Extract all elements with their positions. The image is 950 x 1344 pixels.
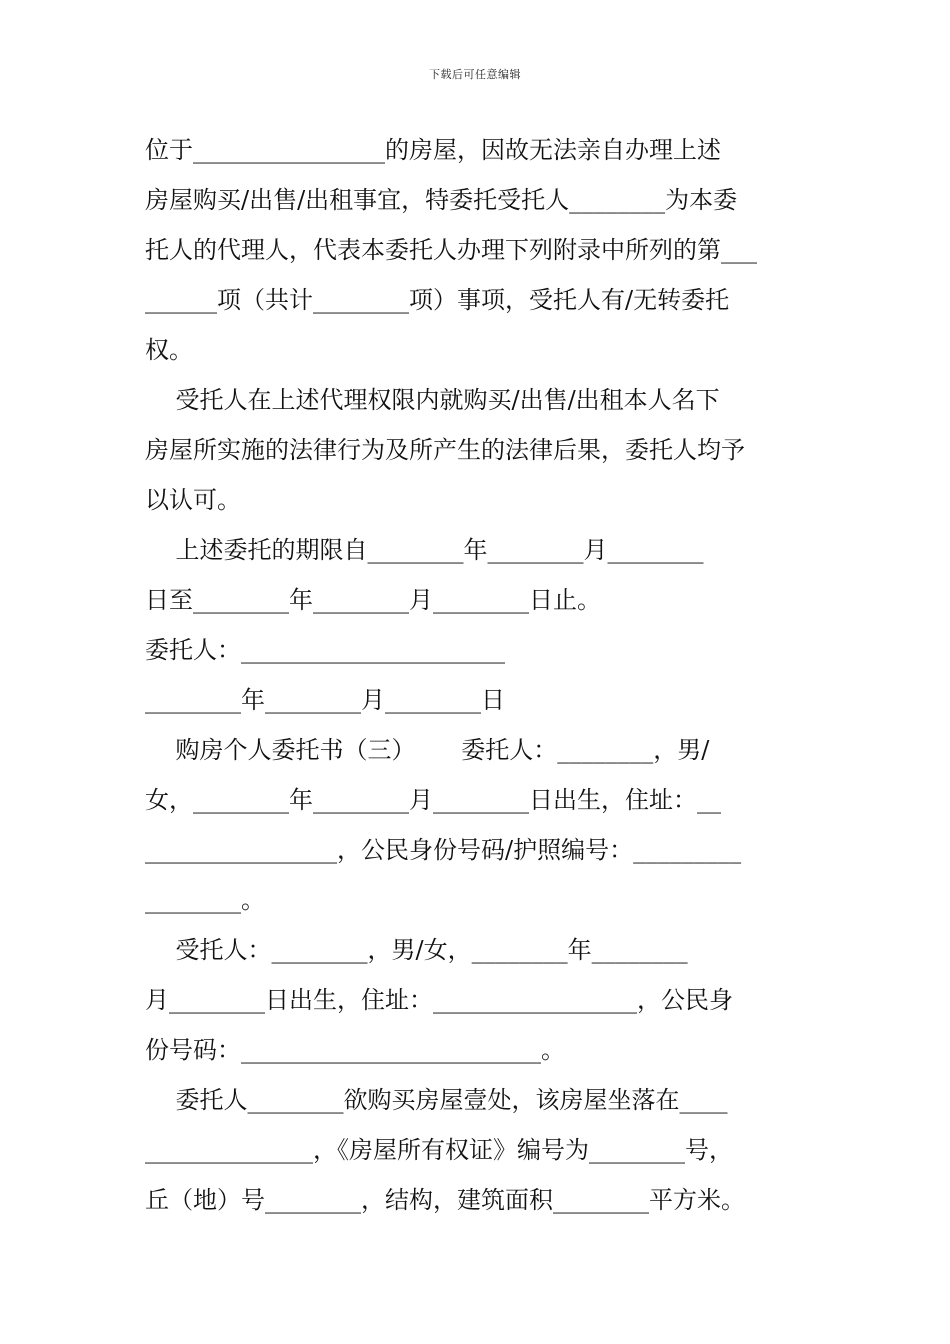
text-line: 受托人在上述代理权限内就购买/出售/出租本人名下 (145, 386, 720, 414)
page-header: 下载后可任意编辑 (429, 68, 521, 81)
text-line: ________年________月________日 (145, 686, 505, 714)
text-line: ________。 (145, 886, 265, 914)
text-line: 月________日出生，住址：_________________，公民身 (145, 986, 733, 1014)
text-line: 女，________年________月________日出生，住址：__ (145, 786, 721, 814)
text-line: 受托人：________，男/女，________年________ (145, 936, 688, 964)
text-line: 权。 (145, 336, 193, 364)
text-line: 丘（地）号________，结构，建筑面积________平方米。 (145, 1186, 745, 1214)
text-line: 以认可。 (145, 486, 241, 514)
text-line: 房屋所实施的法律行为及所产生的法律后果，委托人均予 (145, 436, 745, 464)
text-line: 份号码：_________________________。 (145, 1036, 565, 1064)
text-line: ________________，公民身份号码/护照编号：_________ (145, 836, 742, 864)
text-line: 日至________年________月________日止。 (145, 586, 601, 614)
text-line: 购房个人委托书（三） 委托人：________，男/ (145, 736, 710, 764)
text-line: 委托人________欲购买房屋壹处，该房屋坐落在____ (145, 1086, 728, 1114)
document-body (145, 125, 807, 1225)
text-line: 上述委托的期限自________年________月________ (145, 536, 704, 564)
text-line: 位于________________的房屋，因故无法亲自办理上述 (145, 136, 721, 164)
text-line: ______项（共计________项）事项，受托人有/无转委托 (145, 286, 730, 314)
text-line: 房屋购买/出售/出租事宜，特委托受托人________为本委 (145, 186, 738, 214)
text-line: 委托人：______________________ (145, 636, 505, 664)
text-line: 托人的代理人，代表本委托人办理下列附录中所列的第___ (145, 236, 757, 264)
text-line: ______________，《房屋所有权证》编号为________号， (145, 1136, 733, 1164)
